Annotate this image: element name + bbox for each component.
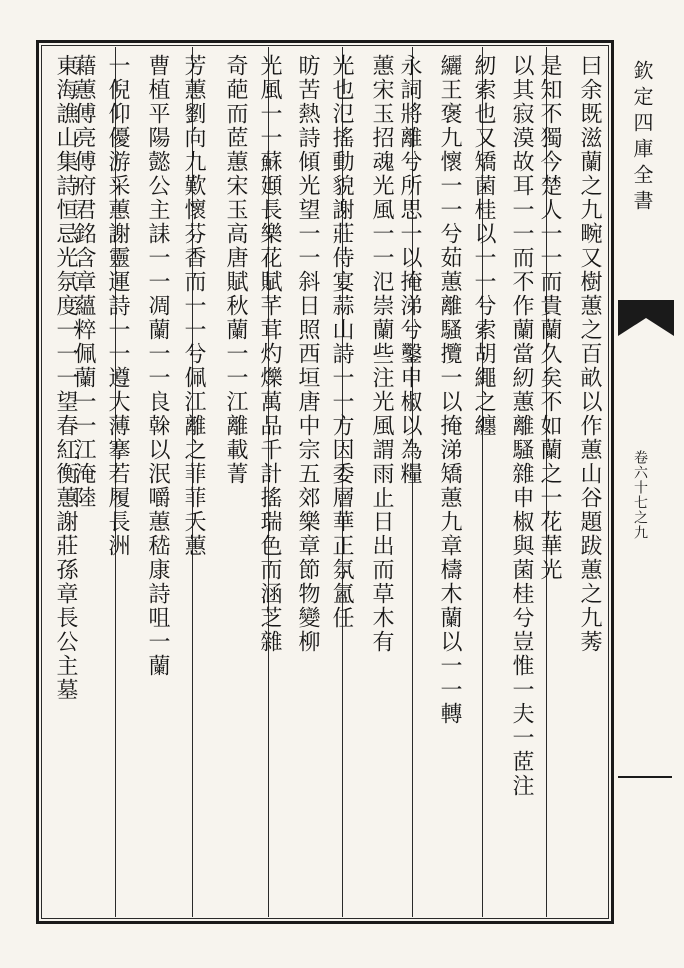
text-column-16: 東海譙山集詩恒忌光氛度一一一望春紅衡蕙謝莊孫章長公主墓: [53, 54, 78, 702]
fishtail-mark-icon: [618, 300, 674, 336]
chapter-label: 卷六十七之九: [632, 450, 648, 540]
text-column-3: 以其寂漠故耳一一而不作蘭當紉蕙離騷雜申椒與菌桂兮豈惟一夫一茝注: [509, 54, 534, 798]
text-column-5: 纚王褒九懷一一兮茹蕙離騷攬一以掩涕矯蕙九章檮木蘭以一一轉: [437, 54, 462, 726]
text-column-13: 曹植平陽懿公主誄一一凋蘭一一良榦以泯嚼蕙嵇康詩咀一蘭: [145, 54, 170, 678]
text-column-4: 紉索也又矯菌桂以一一兮索胡繩之纏: [471, 54, 496, 438]
text-column-15: 藉蕙傅亮傅府君銘含章蘊粹佩蘭一一江淹陸: [71, 54, 96, 510]
text-column-14: 一倪仰優游采蕙謝靈運詩一一遵大薄搴若履長洲: [105, 54, 130, 558]
text-column-11: 奇葩而茝蕙宋玉高唐賦秋蘭一一江離載菁: [223, 54, 248, 486]
text-column-12: 芳蕙劉向九歎懷芬香而一一兮佩江離之菲菲夭蕙: [181, 54, 206, 558]
text-column-10: 光風一一蘇頲長樂花賦芊茸灼爍萬品千計搖瑞色而涵芝雜: [257, 54, 282, 654]
margin-rule: [618, 776, 672, 778]
text-column-6: 永詞將離兮所思一以掩涕兮鑿申椒以為糧: [397, 54, 422, 486]
book-title: 欽定四庫全書: [630, 60, 654, 216]
page-margin: [616, 50, 672, 930]
text-column-9: 昉苦熱詩傾光望一一斜日照西垣唐中宗五郊樂章節物變柳: [295, 54, 320, 654]
text-column-8: 光也氾搖動貌謝莊侍宴蒜山詩一一方因委層華正氛氳任: [329, 54, 354, 630]
text-column-1: 曰余既滋蘭之九畹又樹蕙之百畝以作蕙山谷題跋蕙之九莠: [577, 54, 602, 654]
text-column-7: 蕙宋玉招魂光風一一氾崇蘭些注光風謂雨止日出而草木有: [369, 54, 394, 654]
text-column-2: 是知不獨今楚人一一而貴蘭久矣不如蘭之一花華光: [537, 54, 562, 582]
